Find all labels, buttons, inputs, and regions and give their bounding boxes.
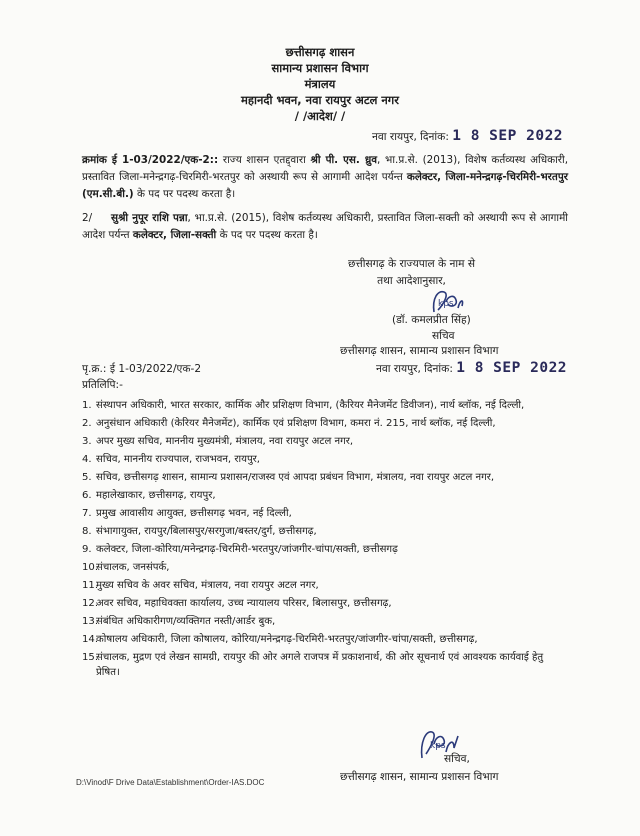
copy-list-item <box>82 542 562 557</box>
header-line-secretariat: मंत्रालय <box>304 77 336 91</box>
para1-text-b: , भा.प्र.से. (2013), विशेष कर्तव्यस्थ अधिकारी, प्रस्तावित जिला-मनेन्द्रगढ़-चिरमिरी-भरतपुर को अस्थायी रूप से आगामी आदेश पर्यन्त <box>82 154 569 183</box>
copy-list-text: अवर सचिव, महाधिवक्ता कार्यालय, उच्च न्यायालय परिसर, बिलासपुर, छत्तीसगढ़, <box>96 598 392 609</box>
copy-list-number: 8. <box>82 526 92 537</box>
copy-list-number: 3. <box>82 436 92 447</box>
posting-2: कलेक्टर, जिला-सक्ती <box>132 229 217 241</box>
dept-header <box>0 44 640 124</box>
copy-list-item <box>82 416 562 431</box>
copy-list-text: महालेखाकार, छत्तीसगढ़, रायपुर, <box>96 490 216 501</box>
copy-list-item <box>82 560 562 575</box>
copy-list-item <box>82 596 562 611</box>
signature-initials-1: kps <box>438 299 454 309</box>
header-line-address: महानदी भवन, नवा रायपुर अटल नगर <box>241 93 399 107</box>
copy-list-item <box>82 650 562 680</box>
copy-list-item <box>82 488 562 503</box>
copy-list-text: संभागायुक्त, रायपुर/बिलासपुर/सरगुजा/बस्तर/दुर्ग, छत्तीसगढ़, <box>96 526 317 537</box>
endorsement-date-label: नवा रायपुर, दिनांक: <box>376 363 453 375</box>
copy-list-text: मुख्य सचिव के अवर सचिव, मंत्रालय, नवा रायपुर अटल नगर, <box>96 580 319 591</box>
copy-list-number: 11. <box>82 580 99 591</box>
copy-list-number: 10. <box>82 562 99 573</box>
copy-list-item <box>82 614 562 629</box>
copy-list-text: सचिव, छत्तीसगढ़ शासन, सामान्य प्रशासन/राजस्व एवं आपदा प्रबंधन विभाग, मंत्रालय, नवा रायपुर अटल नगर, <box>96 472 495 483</box>
copy-list <box>82 398 562 683</box>
copy-list-text: अपर मुख्य सचिव, माननीय मुख्यमंत्री, मंत्रालय, नवा रायपुर अटल नगर, <box>96 436 354 447</box>
copy-list-number: 7. <box>82 508 92 519</box>
authority-block <box>348 256 475 290</box>
copy-list-item <box>82 398 562 413</box>
para2-text-a: , भा.प्र.से. (2015), विशेष कर्तव्यस्थ अधिकारी, प्रस्तावित जिला-सक्ती को अस्थायी रूप से आगामी आदेश पर्यन्त <box>82 212 568 241</box>
order-title: / /आदेश/ / <box>294 109 346 123</box>
copy-list-item <box>82 470 562 485</box>
copy-list-text: सचिव, माननीय राज्यपाल, राजभवन, रायपुर, <box>96 454 261 465</box>
endorsement-date-stamp: 1 8 SEP 2022 <box>456 360 568 376</box>
copy-list-item <box>82 434 562 449</box>
signatory-block <box>384 312 471 344</box>
top-date-label: नवा रायपुर, दिनांक: <box>372 131 449 143</box>
signature-initials-2: kps <box>430 741 446 751</box>
copy-list-item <box>82 452 562 467</box>
header-line-department: सामान्य प्रशासन विभाग <box>271 61 369 75</box>
copy-list-text: संस्थापन अधिकारी, भारत सरकार, कार्मिक और प्रशिक्षण विभाग, (कैरियर मैनेजमेंट डिवीजन), नार्थ ब्लॉक, नई दिल्ली, <box>96 400 525 411</box>
top-date <box>372 128 563 144</box>
copy-list-item <box>82 524 562 539</box>
copy-list-item <box>82 578 562 593</box>
endorsement-number: पृ.क्र.: ई 1-03/2022/एक-2 <box>82 363 202 375</box>
copy-list-text: कलेक्टर, जिला-कोरिया/मनेन्द्रगढ़-चिरमिरी-भरतपुर/जांजगीर-चांपा/सक्ती, छत्तीसगढ़ <box>96 544 398 555</box>
copy-list-text: कोषालय अधिकारी, जिला कोषालय, कोरिया/मनेन्द्रगढ़-चिरमिरी-भरतपुर/जांजगीर-चांपा/सक्ती, छत्तीसगढ़, <box>96 634 478 645</box>
order-paragraph-1 <box>82 152 568 203</box>
top-date-stamp: 1 8 SEP 2022 <box>452 128 564 144</box>
signatory-department: छत्तीसगढ़ शासन, सामान्य प्रशासन विभाग <box>340 345 499 357</box>
copy-list-text: संचालक, मुद्रण एवं लेखन सामग्री, रायपुर की ओर अगले राजपत्र में प्रकाशनार्थ, की ओर सूचनार्थ एवं आवश्यक कार्यवाई हेतु प्रेषित। <box>96 652 544 678</box>
copy-list-number: 13. <box>82 616 99 627</box>
copy-list-number: 5. <box>82 472 92 483</box>
copy-heading: प्रतिलिपि:- <box>82 379 123 391</box>
copy-list-text: अनुसंधान अधिकारी (केरियर मैनेजमेंट), कार्मिक एवं प्रशिक्षण विभाग, कमरा नं. 215, नार्थ ब्लॉक, नई दिल्ली, <box>96 418 496 429</box>
copy-list-text: प्रमुख आवासीय आयुक्त, छत्तीसगढ़ भवन, नई दिल्ली, <box>96 508 292 519</box>
order-paragraph-2 <box>82 210 568 244</box>
para1-text-c: के पद पर पदस्थ करता है। <box>133 188 236 200</box>
copy-list-text: संबंधित अधिकारीगण/व्यक्तिगत नस्ती/आर्डर बुक, <box>96 616 276 627</box>
copy-list-number: 15. <box>82 652 99 663</box>
copy-list-number: 9. <box>82 544 92 555</box>
bottom-department: छत्तीसगढ़ शासन, सामान्य प्रशासन विभाग <box>340 771 499 783</box>
copy-list-number: 14. <box>82 634 99 645</box>
para2-text-b: के पद पर पदस्थ करता है। <box>216 229 318 241</box>
copy-list-number: 4. <box>82 454 92 465</box>
copy-list-number: 12. <box>82 598 99 609</box>
para2-number: 2/ <box>82 212 93 224</box>
copy-list-item <box>82 632 562 647</box>
copy-list-number: 6. <box>82 490 92 501</box>
officer-name-1: श्री पी. एस. ध्रुव <box>310 154 378 166</box>
endorsement-date <box>376 360 567 376</box>
para1-text-a: राज्य शासन एतद्द्वारा <box>218 154 311 166</box>
header-line-state: छत्तीसगढ़ शासन <box>285 45 355 59</box>
copy-list-number: 1. <box>82 400 92 411</box>
authority-line-2: तथा आदेशानुसार, <box>377 275 446 287</box>
file-path-footer: D:\Vinod\F Drive Data\Establishment\Order-IAS.DOC <box>76 778 265 787</box>
copy-list-number: 2. <box>82 418 92 429</box>
copy-list-text: संचालक, जनसंपर्क, <box>96 562 170 573</box>
order-number: क्रमांक ई 1-03/2022/एक-2:: <box>82 154 219 166</box>
signatory-name: (डॉ. कमलप्रीत सिंह) <box>392 314 471 326</box>
authority-line-1: छत्तीसगढ़ के राज्यपाल के नाम से <box>348 258 476 270</box>
signatory-designation: सचिव <box>432 330 455 342</box>
copy-list-item <box>82 506 562 521</box>
officer-name-2: सुश्री नुपूर राशि पन्ना <box>111 212 188 224</box>
bottom-designation: सचिव, <box>444 753 470 765</box>
posting-1: कलेक्टर, जिला-मनेन्द्रगढ़-चिरमिरी-भरतपुर (एम.सी.बी.) <box>82 171 568 200</box>
